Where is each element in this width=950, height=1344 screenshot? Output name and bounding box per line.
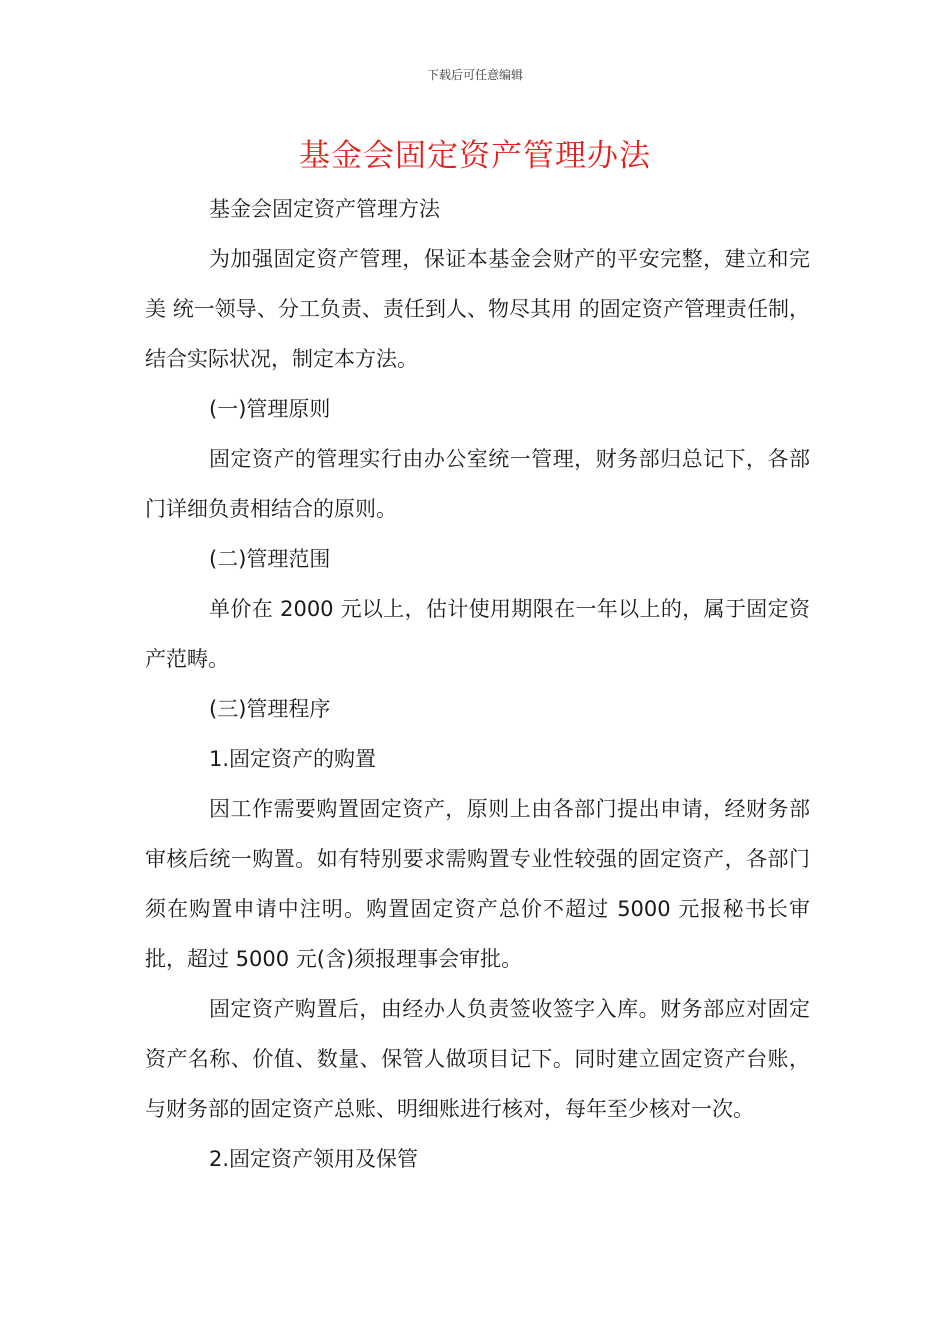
subsection-heading-purchase: 1.固定资产的购置 (209, 747, 377, 771)
subsection-heading-custody: 2.固定资产领用及保管 (209, 1147, 419, 1171)
document-title: 基金会固定资产管理办法 (299, 138, 651, 174)
intro-paragraph: 为加强固定资产管理，保证本基金会财产的平安完整，建立和完美 统一领导、分工负责、责任到人、物尽其用 的固定资产管理责任制，结合实际状况，制定本方法。 (145, 247, 810, 371)
header-note: 下载后可任意编辑 (426, 68, 523, 82)
document-subtitle: 基金会固定资产管理方法 (209, 197, 440, 221)
principles-paragraph: 固定资产的管理实行由办公室统一管理，财务部归总记下，各部门详细负责相结合的原则。 (145, 447, 810, 521)
purchase-paragraph-1: 因工作需要购置固定资产，原则上由各部门提出申请，经财务部审核后统一购置。如有特别要求需购置专业性较强的固定资产，各部门须在购置申请中注明。购置固定资产总价不超过 5000 元报秘书长审批，超过 5000 元(含)须报理事会审批。 (145, 797, 810, 971)
section-heading-procedure: (三)管理程序 (209, 697, 331, 721)
scope-paragraph: 单价在 2000 元以上，估计使用期限在一年以上的，属于固定资产范畴。 (145, 597, 810, 671)
section-heading-principles: (一)管理原则 (209, 397, 331, 421)
document-body (145, 184, 810, 1184)
purchase-paragraph-2: 固定资产购置后，由经办人负责签收签字入库。财务部应对固定资产名称、价值、数量、保管人做项目记下。同时建立固定资产台账，与财务部的固定资产总账、明细账进行核对，每年至少核对一次。 (145, 997, 810, 1121)
section-heading-scope: (二)管理范围 (209, 547, 331, 571)
